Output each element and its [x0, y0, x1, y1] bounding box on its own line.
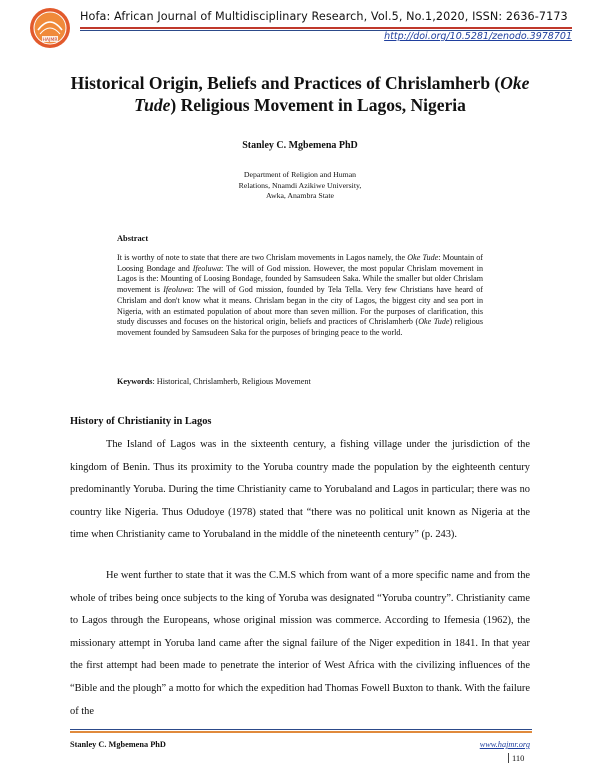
page-number: 110	[508, 753, 524, 763]
body-paragraph: He went further to state that it was the C.M.S which from want of a more specific name and from the whole of tribes being once subjects to the king of Yoruba was designated “Yoruba country”. Christianity came to Lagos through the Europeans, whose original mission was commerce. According to Ifemesia (1962), the missionary attempt in Yoruba land came after the signal failure of the Niger expedition in 1841. In that year the first attempt had been made to penetrate the interior of West Africa with the civilizing influences of the “Bible and the plough” a motto for which the expedition had Thomas Fowell Buxton to thank. With the failure of the	[70, 570, 530, 717]
footer-author: Stanley C. Mgbemena PhD	[70, 740, 166, 749]
keywords: Keywords: Historical, Chrislamherb, Religious Movement	[117, 377, 311, 386]
abstract-text: It is worthy of note to state that there are two Chrislam movements in Lagos namely, the Oke Tude: Mountain of Loosing Bondage and Ifeoluwa: The will of God mission. However, the most popular Chrislam movement in Lagos is the: Mounting of Loosing Bondage, founded by Samsudeen Saka. While the smaller but older Chrislam movement is Ifeoluwa: The will of God mission, founded by Tela Tella. Very few Christians have heard of Chrislam and don't know what it means. Chrislam began in the city of Lagos, the biggest city and sea port in Nigeria, with an estimated population of about more than seven million. For the purposes of clarification, this study discusses and focuses on the historical origin, beliefs and practices of Chrislamherb (Oke Tude) religious movement founded by Samsudeen Saka for the purposes of bringing peace to the world.	[117, 253, 484, 337]
journal-seal-icon	[28, 6, 72, 50]
journal-website-link[interactable]: www.hajmr.org	[479, 740, 530, 749]
section-heading: History of Christianity in Lagos	[70, 416, 212, 427]
logo-text: HAJMR	[42, 38, 58, 43]
article-title: Historical Origin, Beliefs and Practices of Chrislamherb (Oke Tude) Religious Movement in Lagos, Nigeria	[70, 73, 530, 115]
author-affiliation: Department of Religion and Human Relations, Nnamdi Azikiwe University, Awka, Anambra State	[238, 170, 362, 200]
footer-rule-orange	[70, 731, 532, 733]
author-name: Stanley C. Mgbemena PhD	[242, 140, 358, 151]
doi-link[interactable]: http://doi.org/10.5281/zenodo.3978701	[384, 31, 572, 42]
running-head: Hofa: African Journal of Multidisciplinary Research, Vol.5, No.1,2020, ISSN: 2636-7173	[80, 10, 568, 23]
header-rule-red	[80, 27, 572, 29]
body-paragraph: The Island of Lagos was in the sixteenth century, a fishing village under the jurisdiction of the kingdom of Benin. Thus its proximity to the Yoruba country made the population by the eighteenth century predominantly Yoruba. During the time Christianity came to Yorubaland and Lagos in particular; there was no country like Nigeria. Thus Odudoye (1978) stated that “there was no political unit known as Nigeria at the time when Christianity came to Yorubaland in the middle of the nineteenth century” (p. 243).	[70, 439, 530, 541]
abstract-heading: Abstract	[117, 234, 149, 243]
footer-rule-blue	[70, 729, 532, 730]
